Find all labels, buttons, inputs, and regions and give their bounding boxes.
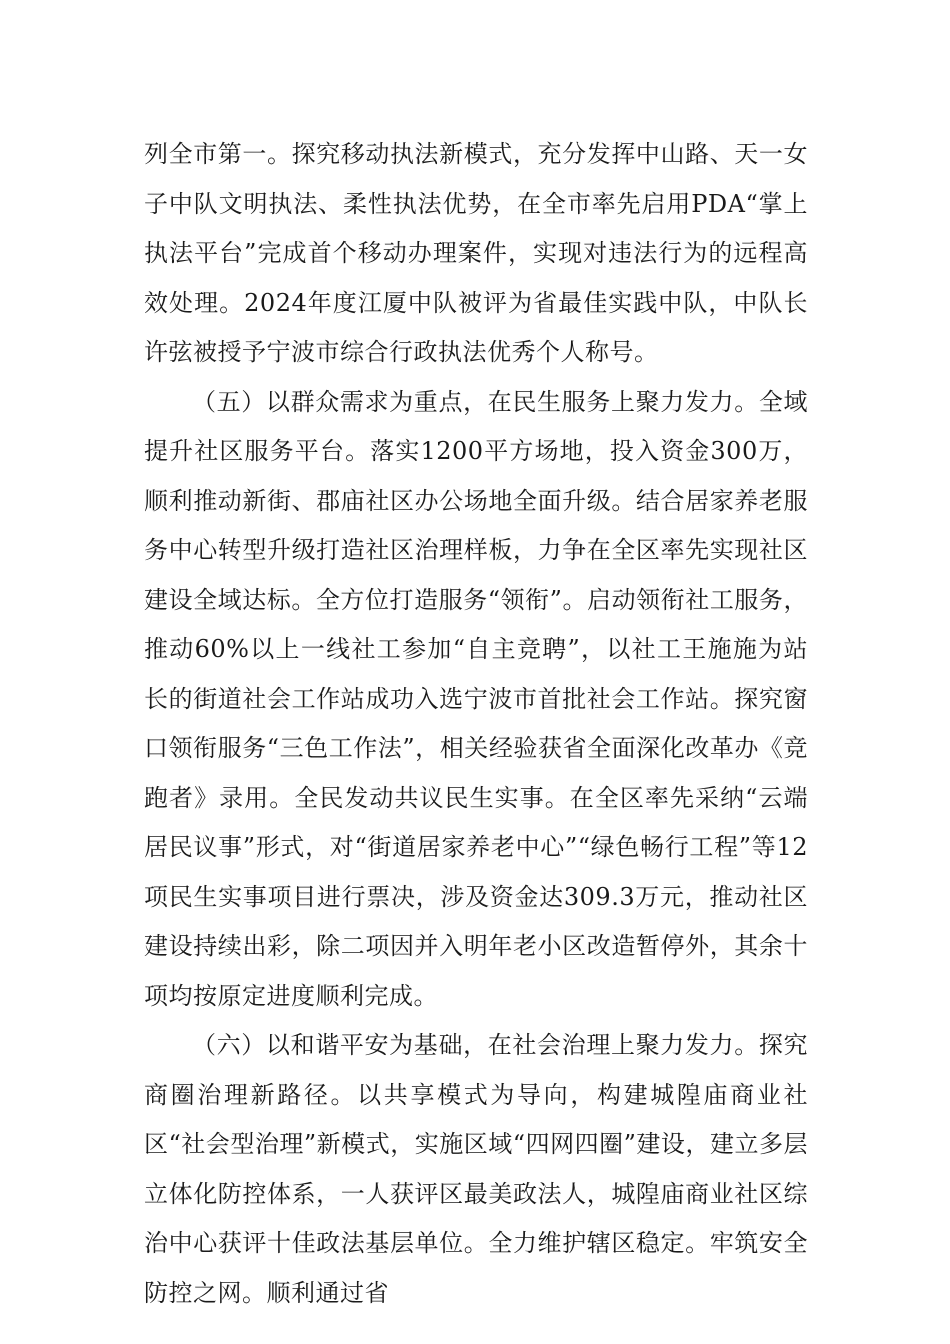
paragraph-3: （六）以和谐平安为基础，在社会治理上聚力发力。探究商圈治理新路径。以共享模式为导向，构建城隍庙商业社区“社会型治理”新模式，实施区域“四网四圈”建设，建立多层立体化防控体系，一人获评区最美政法人，城隍庙商业社区综治中心获评十佳政法基层单位。全力维护辖区稳定。牢筑安全防控之网。顺利通过省	[144, 1031, 808, 1307]
document-body	[144, 130, 808, 1318]
paragraph-1: 列全市第一。探究移动执法新模式，充分发挥中山路、天一女子中队文明执法、柔性执法优势，在全市率先启用PDA“掌上执法平台”完成首个移动办理案件，实现对违法行为的远程高效处理。2024年度江厦中队被评为省最佳实践中队，中队长许弦被授予宁波市综合行政执法优秀个人称号。	[144, 140, 808, 366]
paragraph-2: （五）以群众需求为重点，在民生服务上聚力发力。全域提升社区服务平台。落实1200平方场地，投入资金300万，顺利推动新街、郡庙社区办公场地全面升级。结合居家养老服务中心转型升级打造社区治理样板，力争在全区率先实现社区建设全域达标。全方位打造服务“领衔”。启动领衔社工服务，推动60%以上一线社工参加“自主竞聘”，以社工王施施为站长的街道社会工作站成功入选宁波市首批社会工作站。探究窗口领衔服务“三色工作法”，相关经验获省全面深化改革办《竞跑者》录用。全民发动共议民生实事。在全区率先采纳“云端居民议事”形式，对“街道居家养老中心”“绿色畅行工程”等12项民生实事项目进行票决，涉及资金达309.3万元，推动社区建设持续出彩，除二项因并入明年老小区改造暂停外，其余十项均按原定进度顺利完成。	[144, 387, 808, 1010]
